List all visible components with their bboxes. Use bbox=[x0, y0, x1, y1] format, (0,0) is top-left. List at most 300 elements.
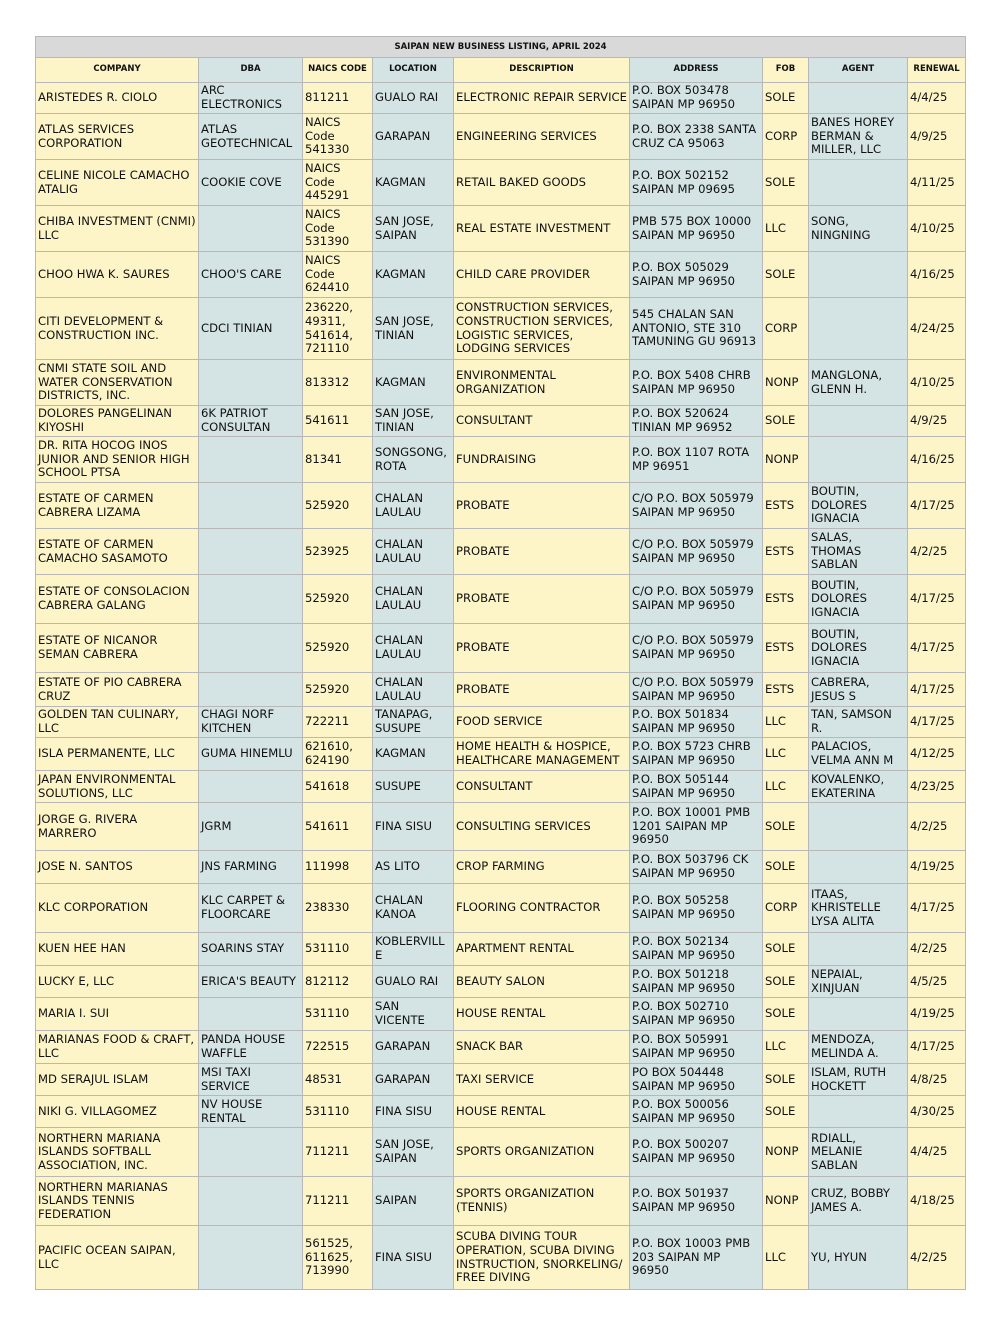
cell-naics: NAICS Code 445291 bbox=[303, 160, 373, 206]
cell-renewal: 4/16/25 bbox=[908, 252, 966, 298]
table-row bbox=[36, 1177, 966, 1226]
cell-address: P.O. BOX 501834 SAIPAN MP 96950 bbox=[630, 707, 763, 738]
cell-naics: 531110 bbox=[303, 933, 373, 966]
cell-address: PO BOX 504448 SAIPAN MP 96950 bbox=[630, 1064, 763, 1096]
cell-description: RETAIL BAKED GOODS bbox=[454, 160, 630, 206]
cell-fob: SOLE bbox=[763, 933, 809, 966]
cell-naics: NAICS Code 624410 bbox=[303, 252, 373, 298]
cell-dba: GUMA HINEMLU bbox=[199, 738, 303, 771]
cell-location: CHALAN LAULAU bbox=[373, 673, 454, 707]
table-row bbox=[36, 707, 966, 738]
cell-fob: LLC bbox=[763, 206, 809, 252]
cell-dba bbox=[199, 673, 303, 707]
cell-naics: NAICS Code 531390 bbox=[303, 206, 373, 252]
cell-address: PMB 575 BOX 10000 SAIPAN MP 96950 bbox=[630, 206, 763, 252]
cell-renewal: 4/18/25 bbox=[908, 1177, 966, 1226]
cell-address: P.O. BOX 5723 CHRB SAIPAN MP 96950 bbox=[630, 738, 763, 771]
cell-company: ARISTEDES R. CIOLO bbox=[36, 83, 199, 114]
cell-naics: 525920 bbox=[303, 624, 373, 673]
cell-dba: SOARINS STAY bbox=[199, 933, 303, 966]
cell-address: P.O. BOX 500207 SAIPAN MP 96950 bbox=[630, 1128, 763, 1177]
cell-agent bbox=[809, 298, 908, 360]
cell-location: SAN JOSE, SAIPAN bbox=[373, 1128, 454, 1177]
cell-naics: 811211 bbox=[303, 83, 373, 114]
cell-address: P.O. BOX 505258 SAIPAN MP 96950 bbox=[630, 884, 763, 933]
cell-fob: LLC bbox=[763, 1226, 809, 1290]
cell-agent: BANES HOREY BERMAN & MILLER, LLC bbox=[809, 114, 908, 160]
cell-renewal: 4/10/25 bbox=[908, 206, 966, 252]
table-row bbox=[36, 83, 966, 114]
cell-description: CONSULTING SERVICES bbox=[454, 803, 630, 851]
cell-naics: 236220, 49311, 541614, 721110 bbox=[303, 298, 373, 360]
cell-renewal: 4/2/25 bbox=[908, 803, 966, 851]
cell-dba bbox=[199, 206, 303, 252]
cell-address: P.O. BOX 10003 PMB 203 SAIPAN MP 96950 bbox=[630, 1226, 763, 1290]
cell-renewal: 4/11/25 bbox=[908, 160, 966, 206]
cell-fob: ESTS bbox=[763, 529, 809, 575]
cell-fob: ESTS bbox=[763, 483, 809, 529]
cell-dba: CHOO'S CARE bbox=[199, 252, 303, 298]
cell-company: ISLA PERMANENTE, LLC bbox=[36, 738, 199, 771]
cell-fob: SOLE bbox=[763, 851, 809, 884]
cell-address: P.O. BOX 501937 SAIPAN MP 96950 bbox=[630, 1177, 763, 1226]
cell-agent: CABRERA, JESUS S bbox=[809, 673, 908, 707]
cell-dba bbox=[199, 1177, 303, 1226]
cell-renewal: 4/10/25 bbox=[908, 360, 966, 406]
cell-dba: MSI TAXI SERVICE bbox=[199, 1064, 303, 1096]
cell-dba bbox=[199, 1128, 303, 1177]
cell-renewal: 4/17/25 bbox=[908, 884, 966, 933]
cell-dba bbox=[199, 998, 303, 1031]
cell-fob: LLC bbox=[763, 1031, 809, 1064]
table-row bbox=[36, 252, 966, 298]
cell-description: ENVIRONMENTAL ORGANIZATION bbox=[454, 360, 630, 406]
cell-address: 545 CHALAN SAN ANTONIO, STE 310 TAMUNING GU 96913 bbox=[630, 298, 763, 360]
cell-company: KLC CORPORATION bbox=[36, 884, 199, 933]
cell-agent bbox=[809, 933, 908, 966]
cell-renewal: 4/23/25 bbox=[908, 771, 966, 803]
cell-description: REAL ESTATE INVESTMENT bbox=[454, 206, 630, 252]
cell-address: P.O. BOX 2338 SANTA CRUZ CA 95063 bbox=[630, 114, 763, 160]
cell-address: P.O. BOX 10001 PMB 1201 SAIPAN MP 96950 bbox=[630, 803, 763, 851]
cell-description: FUNDRAISING bbox=[454, 437, 630, 483]
cell-agent: MENDOZA, MELINDA A. bbox=[809, 1031, 908, 1064]
table-row bbox=[36, 160, 966, 206]
table-row bbox=[36, 884, 966, 933]
cell-naics: 711211 bbox=[303, 1177, 373, 1226]
cell-renewal: 4/17/25 bbox=[908, 624, 966, 673]
cell-fob: NONP bbox=[763, 1128, 809, 1177]
cell-renewal: 4/5/25 bbox=[908, 966, 966, 998]
cell-company: CHIBA INVESTMENT (CNMI) LLC bbox=[36, 206, 199, 252]
cell-agent: RDIALL, MELANIE SABLAN bbox=[809, 1128, 908, 1177]
cell-dba: ARC ELECTRONICS bbox=[199, 83, 303, 114]
cell-fob: SOLE bbox=[763, 998, 809, 1031]
cell-description: SCUBA DIVING TOUR OPERATION, SCUBA DIVING INSTRUCTION, SNORKELING/ FREE DIVING bbox=[454, 1226, 630, 1290]
cell-description: ELECTRONIC REPAIR SERVICE bbox=[454, 83, 630, 114]
cell-fob: SOLE bbox=[763, 406, 809, 437]
cell-fob: LLC bbox=[763, 738, 809, 771]
cell-renewal: 4/17/25 bbox=[908, 483, 966, 529]
cell-agent: MANGLONA, GLENN H. bbox=[809, 360, 908, 406]
cell-address: P.O. BOX 503478 SAIPAN MP 96950 bbox=[630, 83, 763, 114]
cell-dba: CHAGI NORF KITCHEN bbox=[199, 707, 303, 738]
cell-fob: CORP bbox=[763, 884, 809, 933]
cell-address: P.O. BOX 500056 SAIPAN MP 96950 bbox=[630, 1096, 763, 1128]
cell-naics: 813312 bbox=[303, 360, 373, 406]
cell-agent bbox=[809, 160, 908, 206]
cell-renewal: 4/17/25 bbox=[908, 575, 966, 624]
table-row bbox=[36, 738, 966, 771]
cell-description: SNACK BAR bbox=[454, 1031, 630, 1064]
cell-dba: CDCI TINIAN bbox=[199, 298, 303, 360]
cell-agent: TAN, SAMSON R. bbox=[809, 707, 908, 738]
cell-agent bbox=[809, 406, 908, 437]
cell-naics: NAICS Code 541330 bbox=[303, 114, 373, 160]
cell-company: NORTHERN MARIANA ISLANDS SOFTBALL ASSOCIATION, INC. bbox=[36, 1128, 199, 1177]
cell-location: KAGMAN bbox=[373, 160, 454, 206]
cell-renewal: 4/4/25 bbox=[908, 1128, 966, 1177]
cell-agent: BOUTIN, DOLORES IGNACIA bbox=[809, 483, 908, 529]
cell-fob: SOLE bbox=[763, 803, 809, 851]
cell-description: CROP FARMING bbox=[454, 851, 630, 884]
cell-address: P.O. BOX 1107 ROTA MP 96951 bbox=[630, 437, 763, 483]
cell-company: CHOO HWA K. SAURES bbox=[36, 252, 199, 298]
cell-location: SAN JOSE, TINIAN bbox=[373, 406, 454, 437]
cell-fob: SOLE bbox=[763, 252, 809, 298]
cell-naics: 541611 bbox=[303, 803, 373, 851]
cell-naics: 525920 bbox=[303, 483, 373, 529]
cell-fob: SOLE bbox=[763, 1064, 809, 1096]
cell-description: ENGINEERING SERVICES bbox=[454, 114, 630, 160]
table-row bbox=[36, 673, 966, 707]
cell-description: PROBATE bbox=[454, 483, 630, 529]
cell-description: CONSULTANT bbox=[454, 406, 630, 437]
cell-naics: 525920 bbox=[303, 673, 373, 707]
cell-company: DOLORES PANGELINAN KIYOSHI bbox=[36, 406, 199, 437]
table-row bbox=[36, 771, 966, 803]
cell-location: CHALAN KANOA bbox=[373, 884, 454, 933]
cell-dba bbox=[199, 437, 303, 483]
cell-description: FLOORING CONTRACTOR bbox=[454, 884, 630, 933]
table-row bbox=[36, 624, 966, 673]
column-header-renewal: RENEWAL bbox=[908, 58, 966, 83]
cell-naics: 81341 bbox=[303, 437, 373, 483]
cell-description: HOME HEALTH & HOSPICE, HEALTHCARE MANAGEMENT bbox=[454, 738, 630, 771]
cell-renewal: 4/2/25 bbox=[908, 1226, 966, 1290]
column-header-naics: NAICS CODE bbox=[303, 58, 373, 83]
cell-location: FINA SISU bbox=[373, 803, 454, 851]
cell-renewal: 4/17/25 bbox=[908, 1031, 966, 1064]
cell-location: CHALAN LAULAU bbox=[373, 624, 454, 673]
cell-renewal: 4/30/25 bbox=[908, 1096, 966, 1128]
cell-agent: SALAS, THOMAS SABLAN bbox=[809, 529, 908, 575]
cell-company: GOLDEN TAN CULINARY, LLC bbox=[36, 707, 199, 738]
table-row bbox=[36, 360, 966, 406]
cell-address: P.O. BOX 5408 CHRB SAIPAN MP 96950 bbox=[630, 360, 763, 406]
cell-company: CNMI STATE SOIL AND WATER CONSERVATION DISTRICTS, INC. bbox=[36, 360, 199, 406]
cell-renewal: 4/2/25 bbox=[908, 933, 966, 966]
cell-location: GARAPAN bbox=[373, 114, 454, 160]
column-header-address: ADDRESS bbox=[630, 58, 763, 83]
cell-company: ESTATE OF CARMEN CABRERA LIZAMA bbox=[36, 483, 199, 529]
cell-address: P.O. BOX 501218 SAIPAN MP 96950 bbox=[630, 966, 763, 998]
cell-naics: 523925 bbox=[303, 529, 373, 575]
cell-agent: BOUTIN, DOLORES IGNACIA bbox=[809, 624, 908, 673]
cell-dba: PANDA HOUSE WAFFLE bbox=[199, 1031, 303, 1064]
cell-address: P.O. BOX 505144 SAIPAN MP 96950 bbox=[630, 771, 763, 803]
cell-agent bbox=[809, 437, 908, 483]
cell-location: SONGSONG, ROTA bbox=[373, 437, 454, 483]
cell-location: FINA SISU bbox=[373, 1226, 454, 1290]
cell-company: NIKI G. VILLAGOMEZ bbox=[36, 1096, 199, 1128]
cell-renewal: 4/24/25 bbox=[908, 298, 966, 360]
cell-address: P.O. BOX 502152 SAIPAN MP 09695 bbox=[630, 160, 763, 206]
cell-renewal: 4/17/25 bbox=[908, 707, 966, 738]
cell-naics: 812112 bbox=[303, 966, 373, 998]
cell-description: PROBATE bbox=[454, 575, 630, 624]
cell-description: TAXI SERVICE bbox=[454, 1064, 630, 1096]
cell-description: CHILD CARE PROVIDER bbox=[454, 252, 630, 298]
cell-dba: 6K PATRIOT CONSULTAN bbox=[199, 406, 303, 437]
cell-fob: ESTS bbox=[763, 624, 809, 673]
cell-company: CELINE NICOLE CAMACHO ATALIG bbox=[36, 160, 199, 206]
cell-description: HOUSE RENTAL bbox=[454, 1096, 630, 1128]
cell-naics: 722515 bbox=[303, 1031, 373, 1064]
cell-company: JOSE N. SANTOS bbox=[36, 851, 199, 884]
cell-agent bbox=[809, 252, 908, 298]
table-row bbox=[36, 998, 966, 1031]
cell-company: KUEN HEE HAN bbox=[36, 933, 199, 966]
table-row bbox=[36, 803, 966, 851]
cell-fob: NONP bbox=[763, 360, 809, 406]
cell-dba bbox=[199, 360, 303, 406]
cell-naics: 531110 bbox=[303, 1096, 373, 1128]
table-row bbox=[36, 933, 966, 966]
cell-dba bbox=[199, 529, 303, 575]
cell-location: CHALAN LAULAU bbox=[373, 529, 454, 575]
cell-renewal: 4/9/25 bbox=[908, 406, 966, 437]
cell-fob: SOLE bbox=[763, 966, 809, 998]
cell-company: MD SERAJUL ISLAM bbox=[36, 1064, 199, 1096]
cell-description: PROBATE bbox=[454, 673, 630, 707]
cell-fob: LLC bbox=[763, 707, 809, 738]
cell-company: CITI DEVELOPMENT & CONSTRUCTION INC. bbox=[36, 298, 199, 360]
listing-title: SAIPAN NEW BUSINESS LISTING, APRIL 2024 bbox=[36, 37, 966, 58]
cell-address: C/O P.O. BOX 505979 SAIPAN MP 96950 bbox=[630, 673, 763, 707]
cell-company: ESTATE OF CARMEN CAMACHO SASAMOTO bbox=[36, 529, 199, 575]
cell-location: SAN VICENTE bbox=[373, 998, 454, 1031]
cell-fob: NONP bbox=[763, 1177, 809, 1226]
cell-renewal: 4/8/25 bbox=[908, 1064, 966, 1096]
cell-location: CHALAN LAULAU bbox=[373, 483, 454, 529]
cell-agent: ISLAM, RUTH HOCKETT bbox=[809, 1064, 908, 1096]
cell-description: CONSTRUCTION SERVICES, CONSTRUCTION SERVICES, LOGISTIC SERVICES, LODGING SERVICES bbox=[454, 298, 630, 360]
cell-fob: LLC bbox=[763, 771, 809, 803]
cell-company: ESTATE OF NICANOR SEMAN CABRERA bbox=[36, 624, 199, 673]
column-header-location: LOCATION bbox=[373, 58, 454, 83]
column-header-company: COMPANY bbox=[36, 58, 199, 83]
cell-address: P.O. BOX 503796 CK SAIPAN MP 96950 bbox=[630, 851, 763, 884]
cell-address: C/O P.O. BOX 505979 SAIPAN MP 96950 bbox=[630, 483, 763, 529]
cell-agent: KOVALENKO, EKATERINA bbox=[809, 771, 908, 803]
table-row bbox=[36, 1096, 966, 1128]
cell-location: KOBLERVILLE bbox=[373, 933, 454, 966]
cell-dba bbox=[199, 575, 303, 624]
cell-renewal: 4/19/25 bbox=[908, 998, 966, 1031]
cell-description: CONSULTANT bbox=[454, 771, 630, 803]
cell-agent bbox=[809, 803, 908, 851]
table-row bbox=[36, 437, 966, 483]
cell-dba: JGRM bbox=[199, 803, 303, 851]
table-row bbox=[36, 406, 966, 437]
cell-agent bbox=[809, 851, 908, 884]
cell-naics: 541611 bbox=[303, 406, 373, 437]
cell-address: C/O P.O. BOX 505979 SAIPAN MP 96950 bbox=[630, 529, 763, 575]
cell-agent bbox=[809, 83, 908, 114]
cell-naics: 621610, 624190 bbox=[303, 738, 373, 771]
cell-renewal: 4/12/25 bbox=[908, 738, 966, 771]
cell-dba: JNS FARMING bbox=[199, 851, 303, 884]
cell-location: AS LITO bbox=[373, 851, 454, 884]
cell-address: P.O. BOX 502134 SAIPAN MP 96950 bbox=[630, 933, 763, 966]
cell-location: FINA SISU bbox=[373, 1096, 454, 1128]
table-row bbox=[36, 114, 966, 160]
cell-location: GUALO RAI bbox=[373, 966, 454, 998]
cell-agent: NEPAIAL, XINJUAN bbox=[809, 966, 908, 998]
cell-naics: 238330 bbox=[303, 884, 373, 933]
cell-company: JORGE G. RIVERA MARRERO bbox=[36, 803, 199, 851]
cell-naics: 531110 bbox=[303, 998, 373, 1031]
cell-fob: SOLE bbox=[763, 83, 809, 114]
cell-description: PROBATE bbox=[454, 624, 630, 673]
cell-company: MARIANAS FOOD & CRAFT, LLC bbox=[36, 1031, 199, 1064]
cell-address: P.O. BOX 505029 SAIPAN MP 96950 bbox=[630, 252, 763, 298]
cell-location: GUALO RAI bbox=[373, 83, 454, 114]
cell-dba: ERICA'S BEAUTY bbox=[199, 966, 303, 998]
cell-agent: ITAAS, KHRISTELLE LYSA ALITA bbox=[809, 884, 908, 933]
cell-agent bbox=[809, 1096, 908, 1128]
cell-location: SUSUPE bbox=[373, 771, 454, 803]
cell-agent: SONG, NINGNING bbox=[809, 206, 908, 252]
cell-location: GARAPAN bbox=[373, 1064, 454, 1096]
cell-fob: CORP bbox=[763, 114, 809, 160]
cell-company: DR. RITA HOCOG INOS JUNIOR AND SENIOR HIGH SCHOOL PTSA bbox=[36, 437, 199, 483]
cell-fob: NONP bbox=[763, 437, 809, 483]
cell-description: APARTMENT RENTAL bbox=[454, 933, 630, 966]
cell-agent: PALACIOS, VELMA ANN M bbox=[809, 738, 908, 771]
cell-description: SPORTS ORGANIZATION (TENNIS) bbox=[454, 1177, 630, 1226]
table-row bbox=[36, 1226, 966, 1290]
cell-dba bbox=[199, 624, 303, 673]
cell-company: JAPAN ENVIRONMENTAL SOLUTIONS, LLC bbox=[36, 771, 199, 803]
cell-naics: 711211 bbox=[303, 1128, 373, 1177]
table-row bbox=[36, 966, 966, 998]
table-row bbox=[36, 1031, 966, 1064]
table-body bbox=[36, 83, 966, 1290]
cell-company: PACIFIC OCEAN SAIPAN, LLC bbox=[36, 1226, 199, 1290]
cell-fob: SOLE bbox=[763, 160, 809, 206]
cell-naics: 541618 bbox=[303, 771, 373, 803]
cell-agent: BOUTIN, DOLORES IGNACIA bbox=[809, 575, 908, 624]
table-row bbox=[36, 1128, 966, 1177]
cell-naics: 48531 bbox=[303, 1064, 373, 1096]
cell-dba: ATLAS GEOTECHNICAL bbox=[199, 114, 303, 160]
cell-company: LUCKY E, LLC bbox=[36, 966, 199, 998]
header-row bbox=[36, 58, 966, 83]
cell-description: FOOD SERVICE bbox=[454, 707, 630, 738]
table-row bbox=[36, 1064, 966, 1096]
cell-location: GARAPAN bbox=[373, 1031, 454, 1064]
cell-dba bbox=[199, 771, 303, 803]
table-row bbox=[36, 206, 966, 252]
cell-dba: KLC CARPET & FLOORCARE bbox=[199, 884, 303, 933]
cell-location: KAGMAN bbox=[373, 252, 454, 298]
cell-renewal: 4/19/25 bbox=[908, 851, 966, 884]
cell-description: PROBATE bbox=[454, 529, 630, 575]
cell-naics: 111998 bbox=[303, 851, 373, 884]
table-row bbox=[36, 529, 966, 575]
cell-naics: 722211 bbox=[303, 707, 373, 738]
cell-location: SAN JOSE, TINIAN bbox=[373, 298, 454, 360]
cell-dba: NV HOUSE RENTAL bbox=[199, 1096, 303, 1128]
cell-renewal: 4/2/25 bbox=[908, 529, 966, 575]
cell-address: P.O. BOX 520624 TINIAN MP 96952 bbox=[630, 406, 763, 437]
table-row bbox=[36, 483, 966, 529]
cell-renewal: 4/4/25 bbox=[908, 83, 966, 114]
cell-company: ESTATE OF CONSOLACION CABRERA GALANG bbox=[36, 575, 199, 624]
cell-naics: 525920 bbox=[303, 575, 373, 624]
cell-description: BEAUTY SALON bbox=[454, 966, 630, 998]
cell-fob: SOLE bbox=[763, 1096, 809, 1128]
cell-location: KAGMAN bbox=[373, 360, 454, 406]
table-row bbox=[36, 575, 966, 624]
cell-location: KAGMAN bbox=[373, 738, 454, 771]
business-listing-table bbox=[35, 36, 966, 1290]
cell-fob: ESTS bbox=[763, 673, 809, 707]
cell-company: MARIA I. SUI bbox=[36, 998, 199, 1031]
cell-renewal: 4/16/25 bbox=[908, 437, 966, 483]
cell-company: ATLAS SERVICES CORPORATION bbox=[36, 114, 199, 160]
column-header-agent: AGENT bbox=[809, 58, 908, 83]
cell-fob: CORP bbox=[763, 298, 809, 360]
cell-address: P.O. BOX 502710 SAIPAN MP 96950 bbox=[630, 998, 763, 1031]
column-header-fob: FOB bbox=[763, 58, 809, 83]
cell-description: SPORTS ORGANIZATION bbox=[454, 1128, 630, 1177]
cell-renewal: 4/9/25 bbox=[908, 114, 966, 160]
cell-dba bbox=[199, 483, 303, 529]
column-header-description: DESCRIPTION bbox=[454, 58, 630, 83]
cell-dba bbox=[199, 1226, 303, 1290]
cell-location: TANAPAG, SUSUPE bbox=[373, 707, 454, 738]
cell-company: NORTHERN MARIANAS ISLANDS TENNIS FEDERATION bbox=[36, 1177, 199, 1226]
cell-location: SAIPAN bbox=[373, 1177, 454, 1226]
cell-address: C/O P.O. BOX 505979 SAIPAN MP 96950 bbox=[630, 575, 763, 624]
table-row bbox=[36, 298, 966, 360]
cell-location: CHALAN LAULAU bbox=[373, 575, 454, 624]
cell-naics: 561525, 611625, 713990 bbox=[303, 1226, 373, 1290]
column-header-dba: DBA bbox=[199, 58, 303, 83]
cell-renewal: 4/17/25 bbox=[908, 673, 966, 707]
cell-dba: COOKIE COVE bbox=[199, 160, 303, 206]
cell-address: P.O. BOX 505991 SAIPAN MP 96950 bbox=[630, 1031, 763, 1064]
cell-description: HOUSE RENTAL bbox=[454, 998, 630, 1031]
cell-fob: ESTS bbox=[763, 575, 809, 624]
cell-address: C/O P.O. BOX 505979 SAIPAN MP 96950 bbox=[630, 624, 763, 673]
cell-agent bbox=[809, 998, 908, 1031]
cell-company: ESTATE OF PIO CABRERA CRUZ bbox=[36, 673, 199, 707]
cell-location: SAN JOSE, SAIPAN bbox=[373, 206, 454, 252]
